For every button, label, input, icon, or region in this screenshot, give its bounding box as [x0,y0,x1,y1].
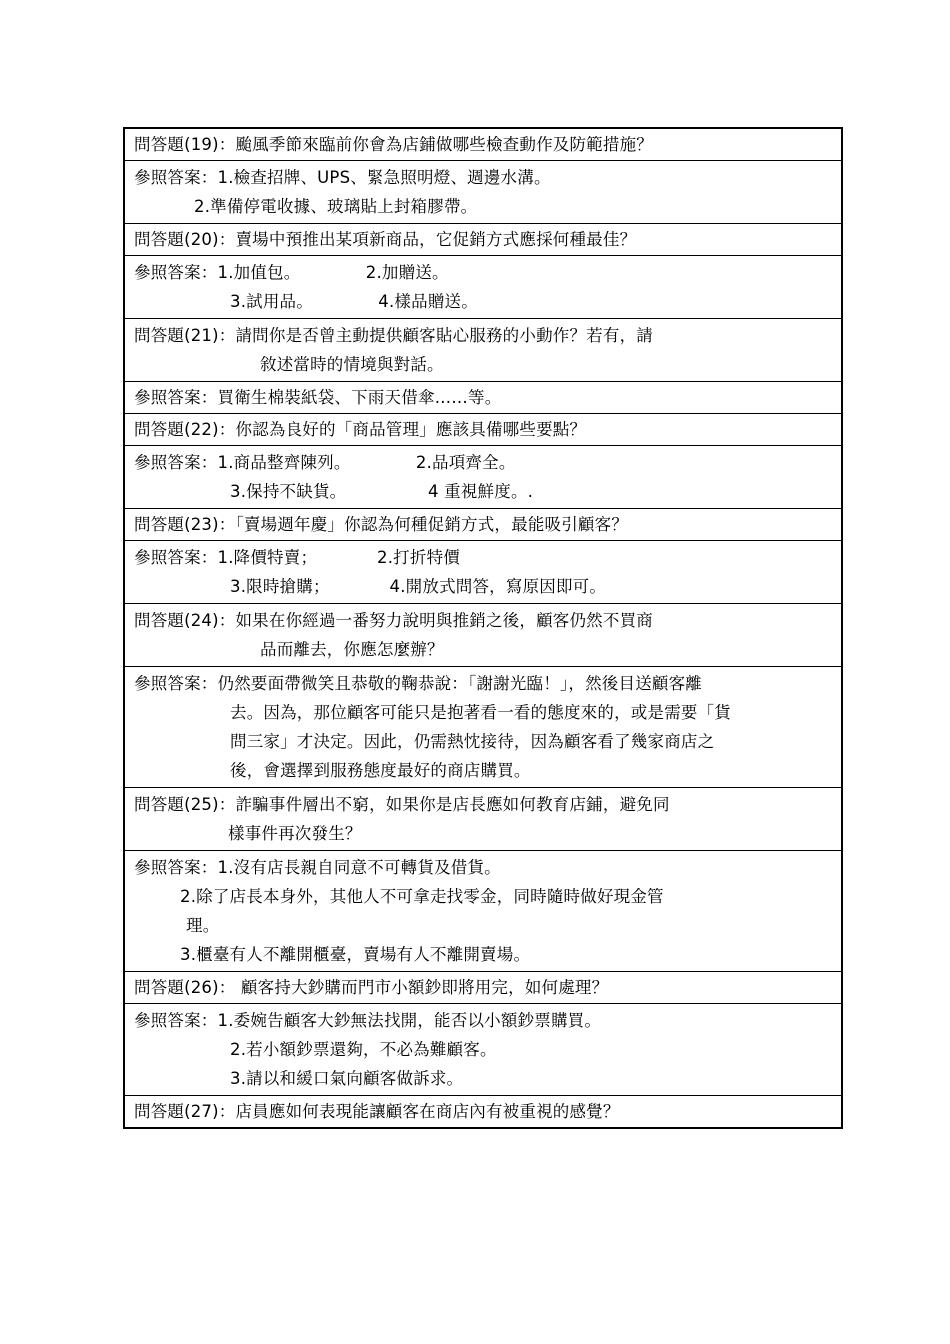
question-24 [125,603,841,666]
answer-text: 理。 [186,916,220,935]
question-22 [125,413,841,445]
answer-text: 參照答案：1.加值包。 2.加贈送。 [134,263,449,282]
answer-text: 後，會選擇到服務態度最好的商店購買。 [230,761,531,780]
question-text: 問答題(19)：颱風季節來臨前你會為店鋪做哪些檢查動作及防範措施？ [134,135,653,154]
question-text: 問答題(24)：如果在你經過一番努力說明與推銷之後，顧客仍然不買商 [134,611,653,630]
answer-text: 參照答案：仍然要面帶微笑且恭敬的鞠恭說：「謝謝光臨！」，然後目送顧客離 [134,674,702,693]
question-23 [125,508,841,540]
answer-20 [125,255,841,318]
answer-text: 3.保持不缺貨。 4 重視鮮度。. [230,482,534,501]
question-text: 問答題(25)：詐騙事件層出不窮，如果你是店長應如何教育店鋪，避免同 [134,795,670,814]
question-text: 問答題(26)： 顧客持大鈔購而門市小額鈔即將用完，如何處理？ [134,978,609,997]
answer-25 [125,850,841,971]
question-27 [125,1095,841,1127]
answer-22 [125,445,841,508]
answer-text: 參照答案：1.商品整齊陳列。 2.品項齊全。 [134,453,516,472]
answer-text: 參照答案：1.沒有店長親自同意不可轉貨及借貨。 [134,858,501,877]
answer-text: 3.櫃臺有人不離開櫃臺，賣場有人不離開賣場。 [180,945,531,964]
answer-26 [125,1003,841,1095]
question-26 [125,971,841,1003]
answer-text: 3.試用品。 4.樣品贈送。 [230,292,478,311]
question-text: 問答題(20)：賣場中預推出某項新商品，它促銷方式應採何種最佳？ [134,230,637,249]
answer-23 [125,540,841,603]
answer-text: 問三家」才決定。因此，仍需熱忱接待，因為顧客看了幾家商店之 [230,732,715,751]
answer-text: 3.限時搶購； 4.開放式問答，寫原因即可。 [230,577,607,596]
answer-text: 2.除了店長本身外，其他人不可拿走找零金，同時隨時做好現金管 [180,887,664,906]
answer-19 [125,160,841,223]
answer-text: 去。因為，那位顧客可能只是抱著看一看的態度來的，或是需要「貨 [230,703,731,722]
question-text: 問答題(27)：店員應如何表現能讓顧客在商店內有被重視的感覺？ [134,1102,620,1121]
answer-text: 參照答案：買衛生棉裝紙袋、下雨天借傘……等。 [134,388,502,407]
question-text: 樣事件再次發生？ [228,824,362,843]
answer-text: 2.若小額鈔票還夠，不必為難顧客。 [230,1040,497,1059]
question-25 [125,787,841,850]
answer-text: 2.準備停電收據、玻璃貼上封箱膠帶。 [194,197,478,216]
question-text: 敘述當時的情境與對話。 [260,355,444,374]
answer-text: 參照答案：1.降價特賣； 2.打折特價 [134,548,460,567]
question-19 [125,129,841,160]
answer-21 [125,381,841,413]
answer-text: 參照答案：1.檢查招牌、UPS、緊急照明燈、週邊水溝。 [134,168,551,187]
question-text: 問答題(23)：「賣場週年慶」你認為何種促銷方式，最能吸引顧客？ [134,515,629,534]
question-text: 問答題(21)：請問你是否曾主動提供顧客貼心服務的小動作？若有，請 [134,326,653,345]
question-text: 品而離去，你應怎麼辦？ [260,640,444,659]
answer-text: 參照答案：1.委婉告顧客大鈔無法找開，能否以小額鈔票購買。 [134,1011,602,1030]
question-text: 問答題(22)：你認為良好的「商品管理」應該具備哪些要點？ [134,420,587,439]
qa-table [123,127,843,1129]
question-20 [125,223,841,255]
answer-text: 3.請以和緩口氣向顧客做訴求。 [230,1069,464,1088]
answer-24 [125,666,841,787]
question-21 [125,318,841,381]
